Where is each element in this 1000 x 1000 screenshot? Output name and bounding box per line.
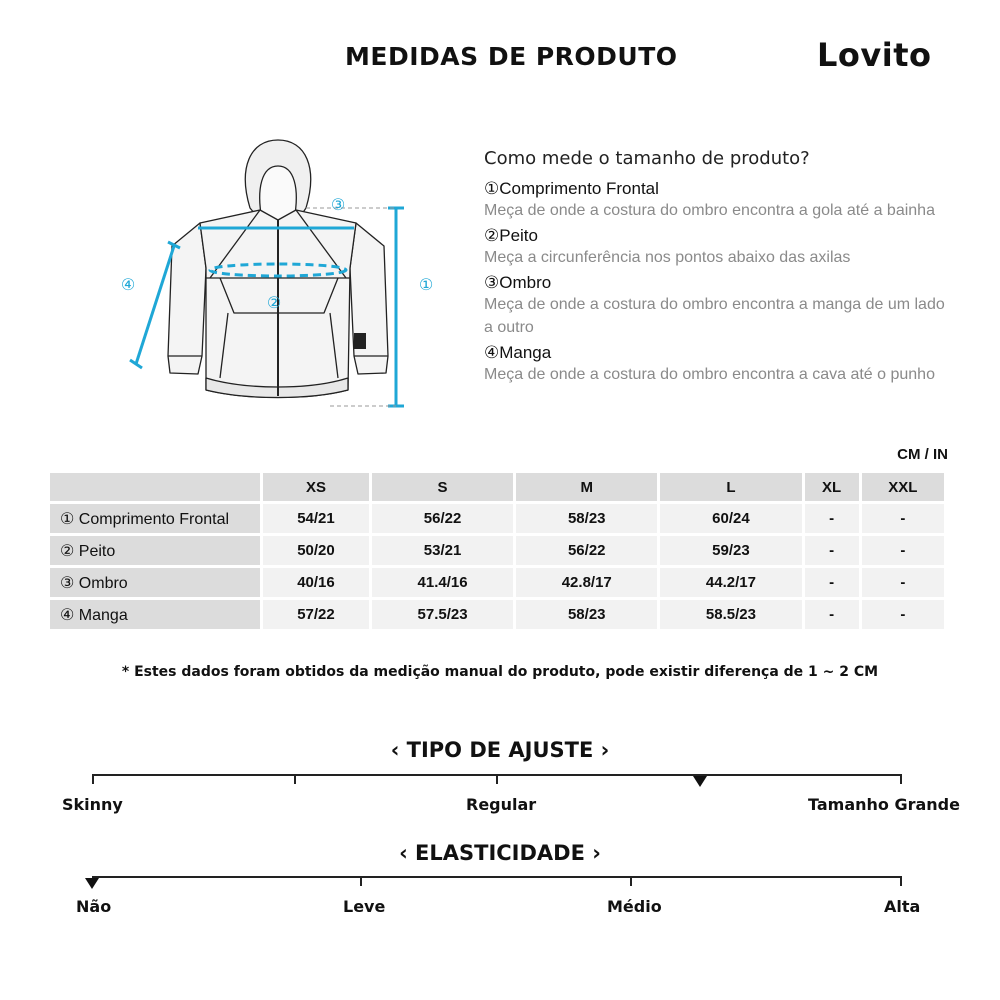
fit-label-large: Tamanho Grande	[808, 795, 960, 814]
table-cell: 57.5/23	[372, 600, 513, 629]
marker-3: ③	[330, 195, 346, 214]
table-header-row	[50, 473, 944, 501]
table-header-cell: L	[660, 473, 801, 501]
fit-tick	[496, 774, 498, 784]
measure-item-head: ④Manga	[484, 343, 552, 362]
measure-item-desc: Meça de onde a costura do ombro encontra a cava até o punho	[484, 366, 935, 383]
measure-item-desc: Meça a circunferência nos pontos abaixo das axilas	[484, 249, 851, 266]
elasticity-scale-line	[92, 876, 902, 878]
table-cell: 50/20	[263, 536, 369, 565]
measure-item-desc: Meça de onde a costura do ombro encontra a gola até a bainha	[484, 202, 935, 219]
size-table	[47, 470, 947, 632]
table-cell: -	[805, 504, 859, 533]
marker-2: ②	[266, 293, 282, 312]
elasticity-title: ‹ ELASTICIDADE ›	[399, 841, 601, 865]
row-label: ④ Manga	[50, 600, 260, 629]
elasticity-label-none: Não	[76, 897, 112, 916]
table-cell: -	[805, 568, 859, 597]
measure-guide-title: Como mede o tamanho de produto?	[484, 148, 810, 169]
row-label: ③ Ombro	[50, 568, 260, 597]
row-label: ② Peito	[50, 536, 260, 565]
table-cell: 60/24	[660, 504, 801, 533]
measure-item	[484, 343, 954, 386]
table-cell: 58/23	[516, 600, 657, 629]
table-cell: 58.5/23	[660, 600, 801, 629]
fit-level-marker	[693, 776, 707, 787]
table-cell: -	[862, 504, 944, 533]
table-row	[50, 504, 944, 533]
elasticity-level-marker	[85, 878, 99, 889]
table-cell: 59/23	[660, 536, 801, 565]
table-header-cell	[50, 473, 260, 501]
elasticity-label-medium: Médio	[607, 897, 662, 916]
elasticity-label-high: Alta	[884, 897, 921, 916]
hoodie-diagram	[110, 128, 450, 418]
table-row	[50, 600, 944, 629]
table-cell: -	[805, 600, 859, 629]
table-cell: 44.2/17	[660, 568, 801, 597]
table-cell: 57/22	[263, 600, 369, 629]
fit-label-skinny: Skinny	[62, 795, 123, 814]
table-row	[50, 536, 944, 565]
measure-item-head: ③Ombro	[484, 273, 552, 292]
measure-item-head: ①Comprimento Frontal	[484, 179, 659, 198]
table-row	[50, 568, 944, 597]
page-title: MEDIDAS DE PRODUTO	[345, 42, 678, 71]
measure-guide	[484, 148, 954, 390]
measure-item-desc: Meça de onde a costura do ombro encontra a manga de um lado a outro	[484, 296, 945, 336]
unit-label: CM / IN	[897, 446, 948, 463]
table-cell: 56/22	[372, 504, 513, 533]
measurement-note: * Estes dados foram obtidos da medição manual do produto, pode existir diferença de 1 ~ 2 CM	[121, 664, 879, 680]
brand-logo: Lovito	[817, 36, 932, 74]
elasticity-tick	[630, 876, 632, 886]
fit-title: ‹ TIPO DE AJUSTE ›	[390, 738, 610, 762]
measure-item	[484, 273, 954, 339]
fit-tick	[900, 774, 902, 784]
table-cell: 54/21	[263, 504, 369, 533]
table-cell: 58/23	[516, 504, 657, 533]
measure-item	[484, 179, 954, 222]
row-label: ① Comprimento Frontal	[50, 504, 260, 533]
elasticity-label-light: Leve	[343, 897, 386, 916]
measure-item	[484, 226, 954, 269]
table-cell: -	[805, 536, 859, 565]
table-cell: 56/22	[516, 536, 657, 565]
measure-item-head: ②Peito	[484, 226, 538, 245]
table-cell: -	[862, 568, 944, 597]
fit-tick	[92, 774, 94, 784]
table-header-cell: XS	[263, 473, 369, 501]
table-cell: 40/16	[263, 568, 369, 597]
marker-4: ④	[120, 275, 136, 294]
table-header-cell: M	[516, 473, 657, 501]
table-cell: -	[862, 600, 944, 629]
table-cell: 41.4/16	[372, 568, 513, 597]
table-header-cell: S	[372, 473, 513, 501]
table-cell: 42.8/17	[516, 568, 657, 597]
table-cell: -	[862, 536, 944, 565]
elasticity-tick	[360, 876, 362, 886]
marker-1: ①	[418, 275, 434, 294]
elasticity-tick	[900, 876, 902, 886]
table-header-cell: XXL	[862, 473, 944, 501]
table-cell: 53/21	[372, 536, 513, 565]
fit-label-regular: Regular	[466, 795, 537, 814]
fit-tick	[294, 774, 296, 784]
table-header-cell: XL	[805, 473, 859, 501]
